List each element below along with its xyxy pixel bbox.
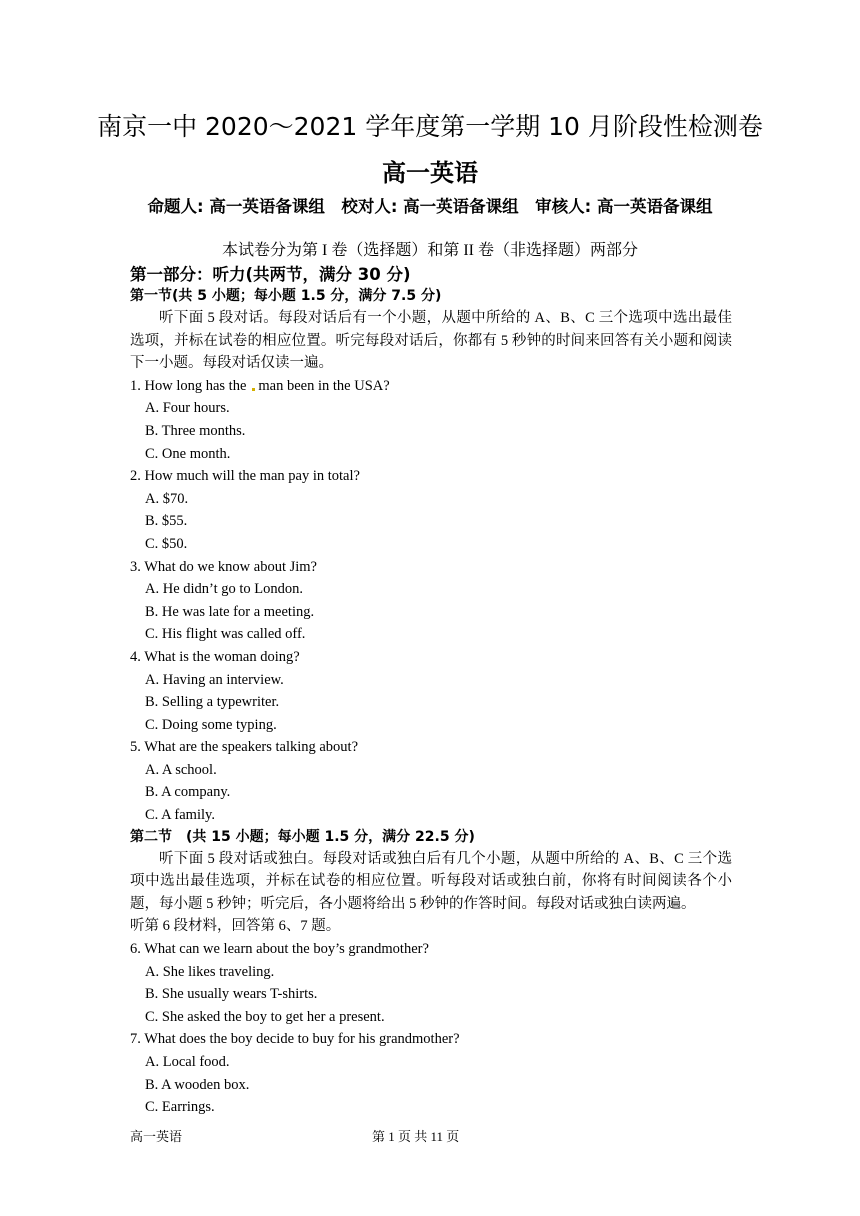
question-stem: 5. What are the speakers talking about?: [130, 739, 359, 756]
author-line: 命题人: 高一英语备课组 校对人: 高一英语备课组 审核人: 高一英语备课组: [147, 197, 713, 216]
question-stem: 3. What do we know about Jim?: [130, 558, 317, 575]
exam-title: 南京一中 2020～2021 学年度第一学期 10 月阶段性检测卷: [97, 112, 763, 141]
exam-content: [130, 264, 732, 1119]
yellow-dot-mark: [252, 388, 255, 391]
answer-option: C. Doing some typing.: [145, 716, 277, 733]
answer-option: C. She asked the boy to get her a present.: [145, 1008, 385, 1025]
answer-option: B. He was late for a meeting.: [145, 603, 315, 620]
answer-option: B. A wooden box.: [145, 1076, 250, 1093]
question-block: [130, 646, 732, 736]
answer-option: A. Local food.: [145, 1054, 230, 1070]
answer-option: B. Three months.: [145, 422, 246, 439]
question-block: [130, 556, 732, 646]
answer-option: A. A school.: [145, 761, 217, 778]
answer-option: A. She likes traveling.: [145, 963, 275, 980]
material-note: 听第 6 段材料，回答第 6、7 题。: [130, 918, 341, 935]
answer-option: B. A company.: [145, 784, 231, 801]
answer-option: C. His flight was called off.: [145, 626, 306, 643]
answer-option: A. He didn’t go to London.: [145, 581, 304, 598]
question-block: [130, 1028, 732, 1118]
answer-option: C. Earrings.: [145, 1099, 215, 1116]
question-block: [130, 375, 732, 465]
exam-subject-title: 高一英语: [382, 159, 478, 187]
footer-page-number: 第 1 页 共 11 页: [372, 1129, 460, 1144]
question-block: [130, 465, 732, 555]
paper-structure-note: 本试卷分为第 I 卷（选择题）和第 II 卷（非选择题）两部分: [222, 242, 638, 259]
section-two-heading: 第二节 (共 15 小题；每小题 1.5 分，满分 22.5 分): [130, 828, 475, 845]
question-block: [130, 736, 732, 826]
question-stem: 2. How much will the man pay in total?: [130, 468, 360, 485]
answer-option: B. Selling a typewriter.: [145, 694, 280, 711]
answer-option: A. Having an interview.: [145, 671, 284, 688]
answer-option: C. One month.: [145, 445, 231, 462]
section-one-heading: 第一节(共 5 小题；每小题 1.5 分，满分 7.5 分): [130, 288, 442, 304]
question-stem: 6. What can we learn about the boy’s grandmother?: [130, 941, 429, 958]
answer-option: C. $50.: [145, 535, 188, 552]
part-one-heading: 第一部分：听力(共两节，满分 30 分): [130, 265, 411, 284]
answer-option: A. Four hours.: [145, 400, 230, 417]
question-stem: 7. What does the boy decide to buy for his grandmother?: [130, 1031, 460, 1048]
section-one-instructions: 听下面 5 段对话。每段对话后有一个小题，从题中所给的 A、B、C 三个选项中选出最佳选项，并标在试卷的相应位置。听完每段对话后，你都有 5 秒钟的时间来回答有关小题和阅读下一小题。每段对话仅读一遍。: [130, 310, 732, 372]
answer-option: B. She usually wears T-shirts.: [145, 986, 318, 1003]
footer-subject: 高一英语: [130, 1129, 183, 1144]
answer-option: C. A family.: [145, 807, 215, 824]
answer-option: B. $55.: [145, 513, 188, 530]
question-stem: 4. What is the woman doing?: [130, 648, 300, 665]
section-two-instructions: 听下面 5 段对话或独白。每段对话或独白后有几个小题，从题中所给的 A、B、C 三个选项中选出最佳选项，并标在试卷的相应位置。听每段对话或独白前，你将有时间阅读各个小题，每小题 5 秒钟；听完后，各小题将给出 5 秒钟的作答时间。每段对话或独白读两遍。: [130, 850, 732, 912]
answer-option: A. $70.: [145, 490, 189, 507]
question-stem: 1. How long has the man been in the USA?: [130, 377, 390, 394]
question-block: [130, 938, 732, 1028]
